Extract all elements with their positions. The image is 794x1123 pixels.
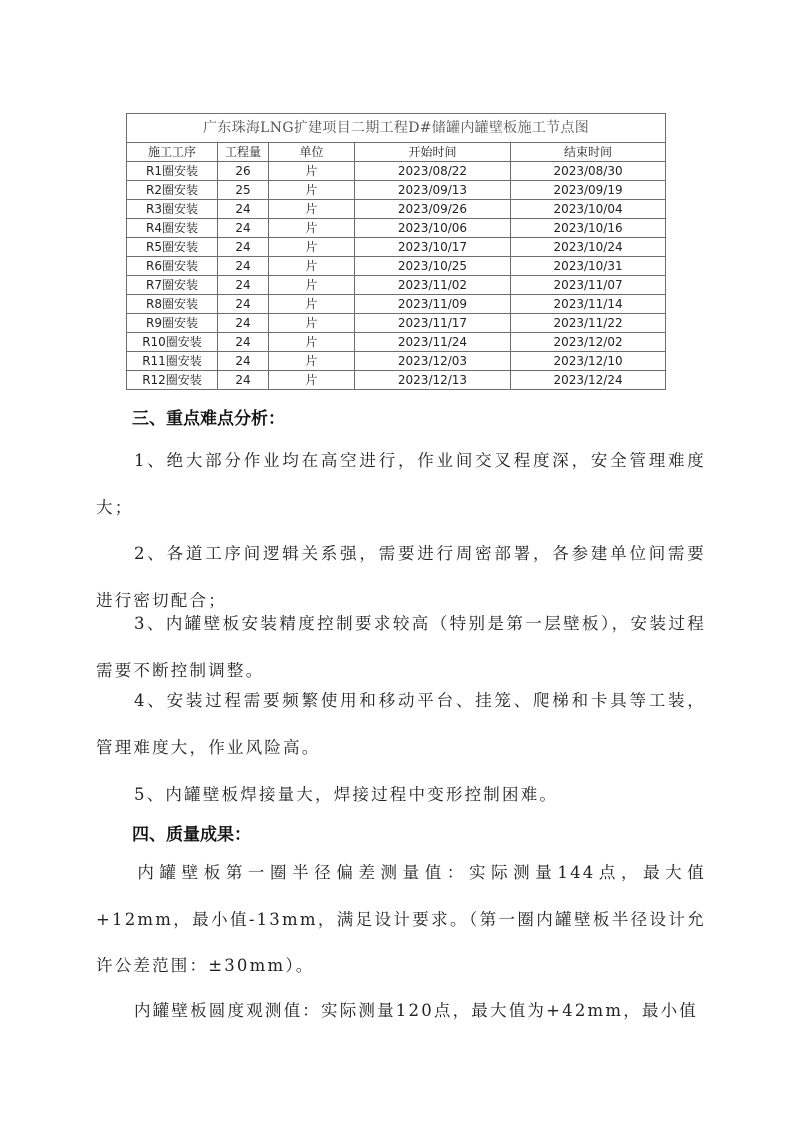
- cell-process: R10圈安装: [127, 333, 218, 352]
- cell-quantity: 24: [218, 276, 269, 295]
- cell-process: R5圈安装: [127, 238, 218, 257]
- table-row: [127, 162, 666, 181]
- difficulty-item-1: [96, 438, 706, 531]
- cell-start-date: 2023/09/26: [355, 200, 511, 219]
- difficulty-item-4: [96, 678, 706, 771]
- cell-start-date: 2023/11/24: [355, 333, 511, 352]
- table-row: [127, 181, 666, 200]
- cell-start-date: 2023/10/17: [355, 238, 511, 257]
- quality-paragraph-roundness: [96, 988, 706, 1035]
- cell-end-date: 2023/10/31: [511, 257, 666, 276]
- cell-start-date: 2023/10/25: [355, 257, 511, 276]
- cell-start-date: 2023/09/13: [355, 181, 511, 200]
- column-header-unit: 单位: [269, 143, 355, 162]
- cell-unit: 片: [269, 295, 355, 314]
- cell-start-date: 2023/11/02: [355, 276, 511, 295]
- table-row: [127, 257, 666, 276]
- cell-end-date: 2023/10/16: [511, 219, 666, 238]
- cell-end-date: 2023/09/19: [511, 181, 666, 200]
- table-title-row: [127, 114, 666, 143]
- table-row: [127, 238, 666, 257]
- cell-start-date: 2023/10/06: [355, 219, 511, 238]
- cell-quantity: 25: [218, 181, 269, 200]
- cell-quantity: 24: [218, 314, 269, 333]
- table-row: [127, 352, 666, 371]
- column-header-process: 施工工序: [127, 143, 218, 162]
- table-title: 广东珠海LNG扩建项目二期工程D#储罐内罐壁板施工节点图: [127, 114, 666, 143]
- cell-unit: 片: [269, 200, 355, 219]
- cell-unit: 片: [269, 257, 355, 276]
- cell-process: R4圈安装: [127, 219, 218, 238]
- table-row: [127, 200, 666, 219]
- cell-end-date: 2023/11/07: [511, 276, 666, 295]
- cell-process: R7圈安装: [127, 276, 218, 295]
- cell-process: R12圈安装: [127, 371, 218, 390]
- difficulty-item-3-text: 3、内罐壁板安装精度控制要求较高（特别是第一层壁板），安装过程需要不断控制调整。: [96, 614, 706, 680]
- cell-quantity: 24: [218, 352, 269, 371]
- table-header-row: [127, 143, 666, 162]
- difficulty-item-2-text: 2、各道工序间逻辑关系强，需要进行周密部署，各参建单位间需要进行密切配合；: [96, 544, 706, 610]
- cell-end-date: 2023/11/14: [511, 295, 666, 314]
- difficulty-item-5-text: 5、内罐壁板焊接量大，焊接过程中变形控制困难。: [134, 785, 559, 804]
- table-row: [127, 219, 666, 238]
- section-heading-quality-results: 四、质量成果：: [132, 825, 251, 845]
- cell-unit: 片: [269, 371, 355, 390]
- cell-quantity: 24: [218, 219, 269, 238]
- cell-unit: 片: [269, 276, 355, 295]
- cell-end-date: 2023/10/04: [511, 200, 666, 219]
- cell-start-date: 2023/12/03: [355, 352, 511, 371]
- cell-unit: 片: [269, 162, 355, 181]
- cell-quantity: 24: [218, 333, 269, 352]
- cell-process: R3圈安装: [127, 200, 218, 219]
- cell-unit: 片: [269, 219, 355, 238]
- quality-paragraph-roundness-text: 内罐壁板圆度观测值：实际测量120点，最大值为+42mm，最小值: [134, 1001, 699, 1020]
- table-body: [127, 162, 666, 390]
- cell-unit: 片: [269, 181, 355, 200]
- cell-start-date: 2023/08/22: [355, 162, 511, 181]
- difficulty-item-4-text: 4、安装过程需要频繁使用和移动平台、挂笼、爬梯和卡具等工装，管理难度大，作业风险高。: [96, 691, 706, 757]
- cell-quantity: 24: [218, 200, 269, 219]
- cell-quantity: 24: [218, 295, 269, 314]
- quality-paragraph-radius: [96, 850, 706, 990]
- table-row: [127, 314, 666, 333]
- column-header-start-date: 开始时间: [355, 143, 511, 162]
- cell-process: R6圈安装: [127, 257, 218, 276]
- cell-end-date: 2023/08/30: [511, 162, 666, 181]
- cell-start-date: 2023/11/17: [355, 314, 511, 333]
- cell-end-date: 2023/12/10: [511, 352, 666, 371]
- construction-schedule-table: [126, 113, 666, 390]
- cell-unit: 片: [269, 314, 355, 333]
- cell-start-date: 2023/11/09: [355, 295, 511, 314]
- column-header-quantity: 工程量: [218, 143, 269, 162]
- cell-start-date: 2023/12/13: [355, 371, 511, 390]
- cell-end-date: 2023/10/24: [511, 238, 666, 257]
- difficulty-item-5: [96, 772, 706, 819]
- column-header-end-date: 结束时间: [511, 143, 666, 162]
- cell-process: R1圈安装: [127, 162, 218, 181]
- cell-end-date: 2023/11/22: [511, 314, 666, 333]
- cell-process: R9圈安装: [127, 314, 218, 333]
- cell-quantity: 26: [218, 162, 269, 181]
- cell-process: R8圈安装: [127, 295, 218, 314]
- cell-quantity: 24: [218, 238, 269, 257]
- section-heading-key-difficulties: 三、重点难点分析：: [132, 409, 285, 429]
- cell-quantity: 24: [218, 257, 269, 276]
- cell-unit: 片: [269, 352, 355, 371]
- cell-process: R11圈安装: [127, 352, 218, 371]
- table-row: [127, 371, 666, 390]
- difficulty-item-1-text: 1、绝大部分作业均在高空进行，作业间交叉程度深，安全管理难度大；: [96, 451, 706, 517]
- cell-end-date: 2023/12/02: [511, 333, 666, 352]
- cell-end-date: 2023/12/24: [511, 371, 666, 390]
- table-row: [127, 295, 666, 314]
- quality-paragraph-radius-text: 内罐壁板第一圈半径偏差测量值：实际测量144点，最大值+12mm，最小值-13mm，满足设计要求。（第一圈内罐壁板半径设计允许公差范围：±30mm）。: [96, 863, 706, 975]
- cell-unit: 片: [269, 333, 355, 352]
- table-row: [127, 276, 666, 295]
- construction-schedule-table-wrapper: [126, 113, 665, 390]
- cell-quantity: 24: [218, 371, 269, 390]
- table-row: [127, 333, 666, 352]
- cell-unit: 片: [269, 238, 355, 257]
- cell-process: R2圈安装: [127, 181, 218, 200]
